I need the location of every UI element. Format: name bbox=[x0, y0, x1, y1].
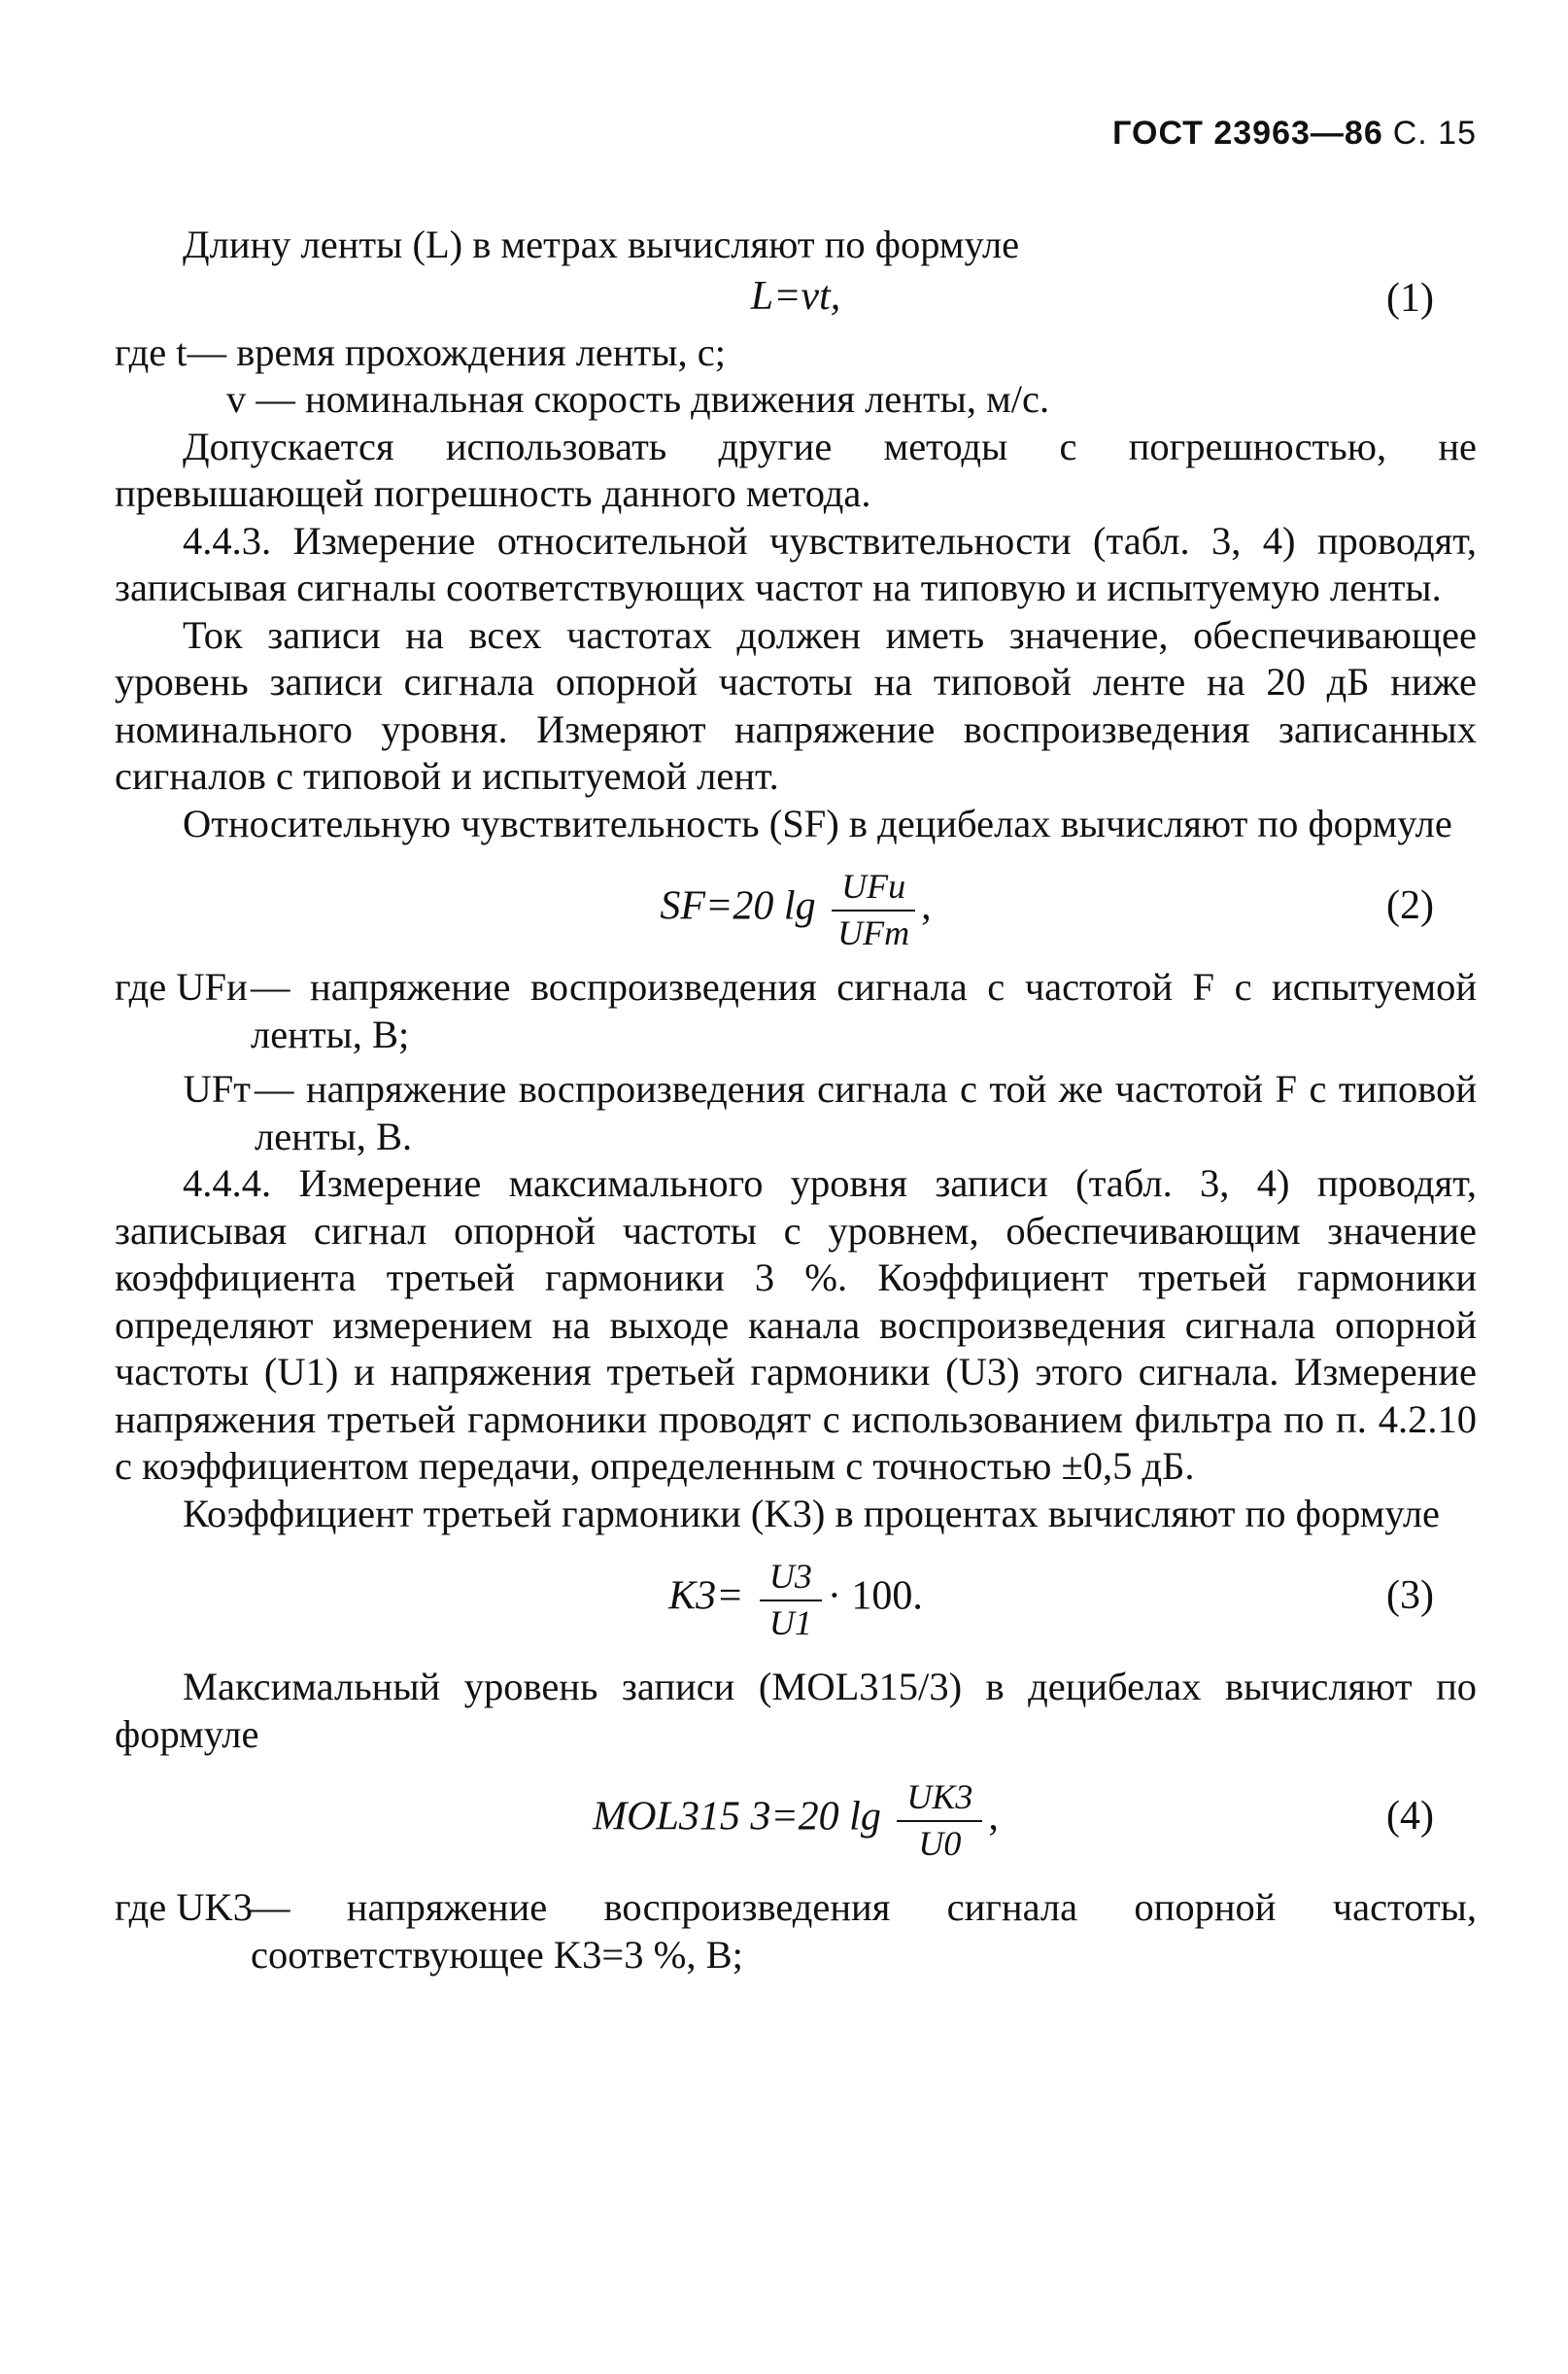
definition-ufi-text: — напряжение воспроизведения сигнала с частотой F с испытуемой ленты, В; bbox=[251, 965, 1477, 1056]
formula-2-tail: , bbox=[921, 883, 932, 929]
paragraph-sensitivity: Относительную чувствительность (SF) в децибелах вычисляют по формуле bbox=[183, 801, 1452, 845]
formula-1-expr: L=vt, bbox=[750, 273, 841, 319]
formula-4-number: (4) bbox=[1386, 1794, 1434, 1839]
formula-3-fraction bbox=[760, 1555, 822, 1644]
formula-2-fraction bbox=[832, 865, 915, 954]
definition-t-text: — время прохождения ленты, с; bbox=[187, 329, 726, 374]
formula-3-numerator: U3 bbox=[760, 1555, 822, 1601]
document-body bbox=[115, 107, 1477, 1978]
formula-2 bbox=[115, 847, 1477, 964]
definition-uft bbox=[115, 1066, 1477, 1160]
paragraph-tape-length: Длину ленты (L) в метрах вычисляют по формуле bbox=[183, 223, 1020, 266]
formula-4-fraction bbox=[897, 1775, 982, 1865]
formula-4 bbox=[115, 1758, 1477, 1875]
definition-uk3-text: — напряжение воспроизведения сигнала опорной частоты, соответствующее K3=3 %, В; bbox=[251, 1885, 1477, 1977]
paragraph-other-methods: Допускается использовать другие методы с погрешностью, не превышающей погрешность данного метода. bbox=[115, 424, 1477, 515]
paragraph-record-current: Ток записи на всех частотах должен иметь значение, обеспечивающее уровень записи сигнала опорной частоты на типовой ленте на 20 дБ ниже номинального уровня. Измеряют напряжение воспроизведения записанных сигналов с типовой и испытуемой лент. bbox=[115, 612, 1477, 798]
formula-4-lhs: MOL315 3=20 lg bbox=[593, 1794, 881, 1840]
paragraph-4-4-4: 4.4.4. Измерение максимального уровня записи (табл. 3, 4) проводят, записывая сигнал опорной частоты с уровнем, обеспечивающим значение коэффициента третьей гармоники 3 %. Коэффициент третьей гармоники определяют измерением на выходе канала воспроизведения сигнала опорной частоты (U1) и напряжения третьей гармоники (U3) этого сигнала. Измерение напряжения третьей гармоники проводят с использованием фильтра по п. 4.2.10 с коэффициентом передачи, определенным с точностью ±0,5 дБ. bbox=[115, 1161, 1477, 1488]
definition-v: v — номинальная скорость движения ленты, м/с. bbox=[226, 377, 1050, 421]
formula-3-number: (3) bbox=[1386, 1573, 1434, 1618]
paragraph-4-4-3: 4.4.3. Измерение относительной чувствительности (табл. 3, 4) проводят, записывая сигналы соответствующих частот на типовую и испытуемую ленты. bbox=[115, 518, 1477, 609]
formula-2-numerator: UFи bbox=[832, 865, 915, 912]
formula-1 bbox=[115, 269, 1477, 329]
formula-3 bbox=[115, 1537, 1477, 1654]
paragraph-max-level: Максимальный уровень записи (MOL315/3) в децибелах вычисляют по формуле bbox=[115, 1665, 1477, 1756]
definition-ufi bbox=[115, 964, 1477, 1058]
formula-3-tail: · 100. bbox=[827, 1573, 923, 1619]
formula-2-lhs: SF=20 lg bbox=[660, 883, 816, 929]
formula-4-numerator: UK3 bbox=[897, 1775, 982, 1822]
definition-uft-text: — напряжение воспроизведения сигнала с той же частотой F с типовой ленты, В. bbox=[255, 1067, 1477, 1158]
gost-number: ГОСТ 23963—86 bbox=[1112, 115, 1383, 152]
formula-3-denominator: U1 bbox=[768, 1603, 812, 1642]
definition-t bbox=[115, 329, 1477, 377]
definition-uk3-lead: где UK3 bbox=[115, 1885, 254, 1929]
formula-4-denominator: U0 bbox=[918, 1824, 962, 1863]
definition-uk3 bbox=[115, 1884, 1477, 1978]
paragraph-harmonic-coefficient: Коэффициент третьей гармоники (K3) в процентах вычисляют по формуле bbox=[183, 1491, 1441, 1535]
definition-uft-lead: UFт bbox=[183, 1067, 251, 1111]
page-number: С. 15 bbox=[1392, 115, 1477, 152]
formula-4-tail: , bbox=[988, 1794, 999, 1840]
formula-2-denominator: UFт bbox=[837, 913, 910, 952]
formula-1-number: (1) bbox=[1386, 275, 1434, 321]
formula-2-number: (2) bbox=[1386, 883, 1434, 928]
definition-ufi-lead: где UFи bbox=[115, 965, 248, 1009]
definition-t-lead: где t bbox=[115, 329, 187, 374]
formula-3-lhs: K3= bbox=[668, 1573, 744, 1619]
